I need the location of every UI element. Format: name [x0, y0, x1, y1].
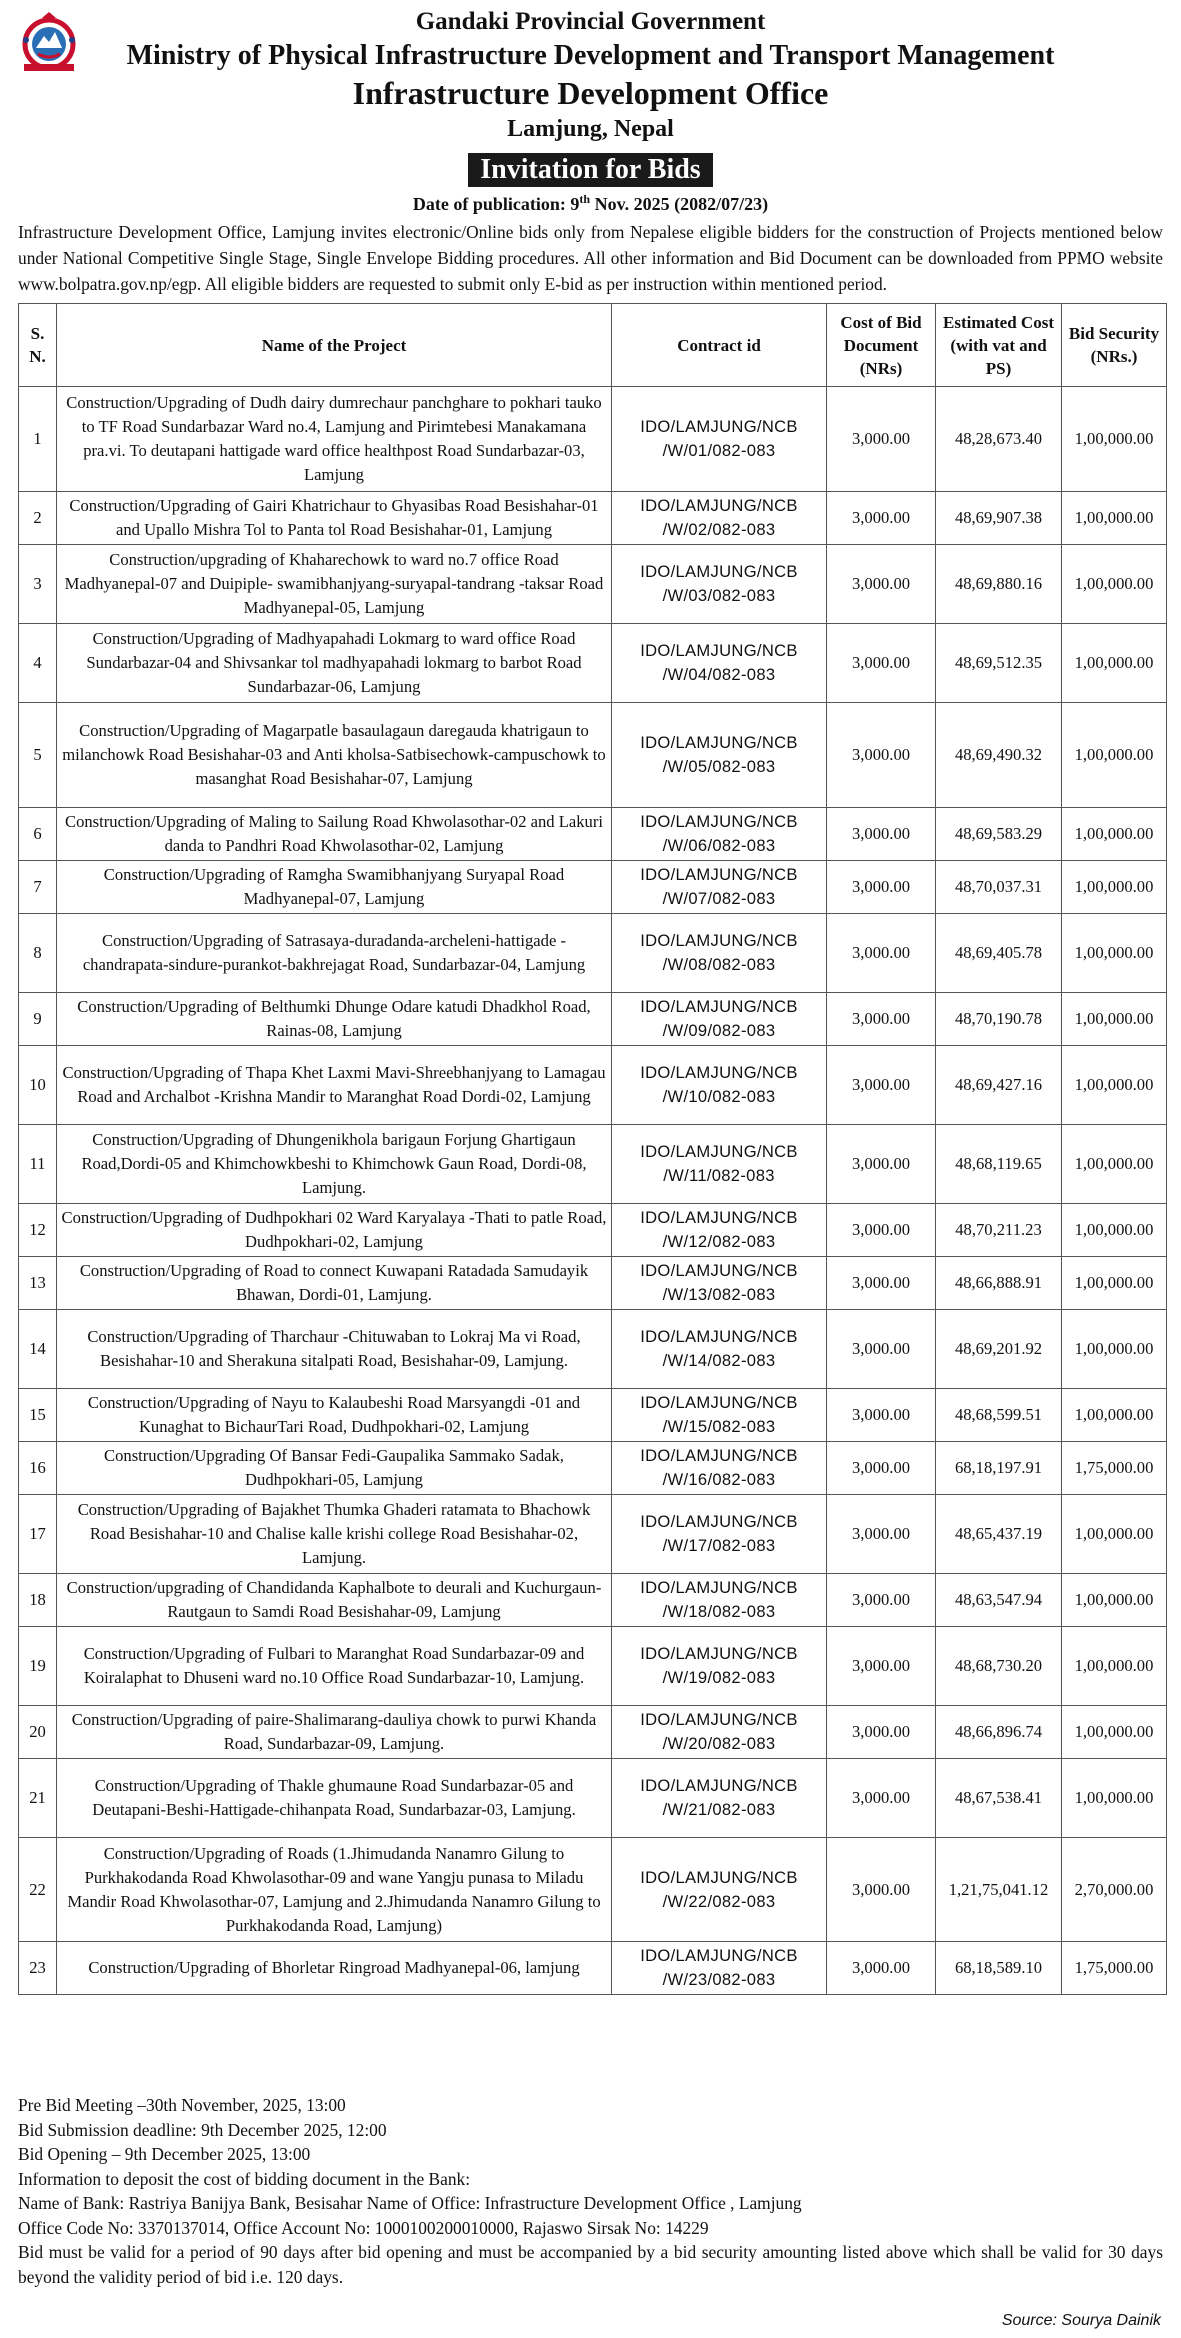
contract-id: IDO/LAMJUNG/NCB /W/20/082-083 [612, 1706, 827, 1759]
estimated-cost: 48,69,512.35 [936, 624, 1062, 703]
project-name: Construction/Upgrading of Dudhpokhari 02 Ward Karyalaya -Thati to patle Road, Dudhpokhari-02, Lamjung [57, 1204, 612, 1257]
bid-security: 2,70,000.00 [1062, 1838, 1167, 1942]
contract-id: IDO/LAMJUNG/NCB /W/06/082-083 [612, 808, 827, 861]
bank-info-heading: Information to deposit the cost of bidding document in the Bank: [18, 2168, 471, 2189]
project-name: Construction/Upgrading Of Bansar Fedi-Gaupalika Sammako Sadak, Dudhpokhari-05, Lamjung [57, 1442, 612, 1495]
header-bid-security: Bid Security (NRs.) [1062, 304, 1167, 387]
row-sn: 15 [19, 1389, 57, 1442]
bid-security: 1,75,000.00 [1062, 1942, 1167, 1995]
project-name: Construction/Upgrading of Ramgha Swamibhanjyang Suryapal Road Madhyanepal-07, Lamjung [57, 861, 612, 914]
bid-security: 1,75,000.00 [1062, 1442, 1167, 1495]
row-sn: 18 [19, 1574, 57, 1627]
contract-id: IDO/LAMJUNG/NCB /W/17/082-083 [612, 1495, 827, 1574]
contract-id: IDO/LAMJUNG/NCB /W/18/082-083 [612, 1574, 827, 1627]
header-doc-cost: Cost of Bid Document (NRs) [827, 304, 936, 387]
project-name: Construction/Upgrading of Gairi Khatrichaur to Ghyasibas Road Besishahar-01 and Upallo Mishra Tol to Panta tol Road Besishahar-01, Lamjung [57, 492, 612, 545]
doc-cost: 3,000.00 [827, 1495, 936, 1574]
estimated-cost: 48,65,437.19 [936, 1495, 1062, 1574]
office-name: Infrastructure Development Office [352, 75, 829, 111]
contract-id: IDO/LAMJUNG/NCB /W/03/082-083 [612, 545, 827, 624]
bid-security: 1,00,000.00 [1062, 1574, 1167, 1627]
bid-security: 1,00,000.00 [1062, 861, 1167, 914]
bid-security: 1,00,000.00 [1062, 624, 1167, 703]
doc-cost: 3,000.00 [827, 1574, 936, 1627]
row-sn: 5 [19, 703, 57, 808]
contract-id: IDO/LAMJUNG/NCB /W/04/082-083 [612, 624, 827, 703]
bid-security: 1,00,000.00 [1062, 1125, 1167, 1204]
row-sn: 9 [19, 993, 57, 1046]
contract-id: IDO/LAMJUNG/NCB /W/02/082-083 [612, 492, 827, 545]
table-row [19, 1942, 1167, 1995]
row-sn: 21 [19, 1759, 57, 1838]
doc-cost: 3,000.00 [827, 993, 936, 1046]
estimated-cost: 48,69,405.78 [936, 914, 1062, 993]
table-row [19, 387, 1167, 492]
row-sn: 19 [19, 1627, 57, 1706]
table-row [19, 1627, 1167, 1706]
table-row [19, 861, 1167, 914]
doc-cost: 3,000.00 [827, 1125, 936, 1204]
estimated-cost: 48,70,211.23 [936, 1204, 1062, 1257]
bid-security: 1,00,000.00 [1062, 993, 1167, 1046]
estimated-cost: 48,66,896.74 [936, 1706, 1062, 1759]
project-name: Construction/Upgrading of Bhorletar Ringroad Madhyanepal-06, lamjung [57, 1942, 612, 1995]
estimated-cost: 48,69,201.92 [936, 1310, 1062, 1389]
row-sn: 23 [19, 1942, 57, 1995]
row-sn: 7 [19, 861, 57, 914]
office-code-details: Office Code No: 3370137014, Office Account No: 1000100200010000, Rajaswo Sirsak No: 14229 [18, 2217, 709, 2238]
doc-cost: 3,000.00 [827, 1759, 936, 1838]
doc-cost: 3,000.00 [827, 1942, 936, 1995]
estimated-cost: 48,69,880.16 [936, 545, 1062, 624]
estimated-cost: 48,69,490.32 [936, 703, 1062, 808]
doc-cost: 3,000.00 [827, 1442, 936, 1495]
contract-id: IDO/LAMJUNG/NCB /W/22/082-083 [612, 1838, 827, 1942]
contract-id: IDO/LAMJUNG/NCB /W/15/082-083 [612, 1389, 827, 1442]
doc-cost: 3,000.00 [827, 861, 936, 914]
doc-cost: 3,000.00 [827, 1627, 936, 1706]
contract-id: IDO/LAMJUNG/NCB /W/07/082-083 [612, 861, 827, 914]
estimated-cost: 48,70,190.78 [936, 993, 1062, 1046]
header-sn: S. N. [19, 304, 57, 387]
table-row [19, 1759, 1167, 1838]
bid-security: 1,00,000.00 [1062, 1495, 1167, 1574]
doc-cost: 3,000.00 [827, 624, 936, 703]
project-name: Construction/upgrading of Chandidanda Kaphalbote to deurali and Kuchurgaun-Rautgaun to Samdi Road Besishahar-09, Lamjung [57, 1574, 612, 1627]
contract-id: IDO/LAMJUNG/NCB /W/21/082-083 [612, 1759, 827, 1838]
header-project-name: Name of the Project [57, 304, 612, 387]
project-name: Construction/Upgrading of Road to connect Kuwapani Ratadada Samudayik Bhawan, Dordi-01, Lamjung. [57, 1257, 612, 1310]
project-name: Construction/Upgrading of Maling to Sailung Road Khwolasothar-02 and Lakuri danda to Pandhri Road Khwolasothar-02, Lamjung [57, 808, 612, 861]
table-row [19, 1574, 1167, 1627]
source-credit: Source: Sourya Dainik [1001, 2312, 1161, 2329]
table-row [19, 914, 1167, 993]
doc-cost: 3,000.00 [827, 1204, 936, 1257]
table-row [19, 1046, 1167, 1125]
estimated-cost: 48,67,538.41 [936, 1759, 1062, 1838]
notice-title: Invitation for Bids [468, 153, 712, 187]
row-sn: 6 [19, 808, 57, 861]
table-row [19, 993, 1167, 1046]
notice-footer [18, 2093, 1163, 2289]
table-row [19, 1125, 1167, 1204]
estimated-cost: 48,69,907.38 [936, 492, 1062, 545]
estimated-cost: 48,66,888.91 [936, 1257, 1062, 1310]
project-name: Construction/upgrading of Khaharechowk to ward no.7 office Road Madhyanepal-07 and Duipiple- swamibhanjyang-suryapal-tandrang -taksar Road Madhyanepal-05, Lamjung [57, 545, 612, 624]
bid-security: 1,00,000.00 [1062, 387, 1167, 492]
project-name: Construction/Upgrading of Thapa Khet Laxmi Mavi-Shreebhanjyang to Lamagau Road and Archalbot -Krishna Mandir to Maranghat Road Dordi-02, Lamjung [57, 1046, 612, 1125]
table-row [19, 1204, 1167, 1257]
row-sn: 4 [19, 624, 57, 703]
doc-cost: 3,000.00 [827, 1706, 936, 1759]
table-row [19, 1838, 1167, 1942]
estimated-cost: 48,68,730.20 [936, 1627, 1062, 1706]
contract-id: IDO/LAMJUNG/NCB /W/01/082-083 [612, 387, 827, 492]
submission-deadline: Bid Submission deadline: 9th December 2025, 12:00 [18, 2119, 387, 2140]
contract-id: IDO/LAMJUNG/NCB /W/09/082-083 [612, 993, 827, 1046]
office-location: Lamjung, Nepal [507, 116, 674, 142]
contract-id: IDO/LAMJUNG/NCB /W/11/082-083 [612, 1125, 827, 1204]
estimated-cost: 1,21,75,041.12 [936, 1838, 1062, 1942]
row-sn: 14 [19, 1310, 57, 1389]
bid-opening: Bid Opening – 9th December 2025, 13:00 [18, 2144, 311, 2164]
contract-id: IDO/LAMJUNG/NCB /W/14/082-083 [612, 1310, 827, 1389]
bid-security: 1,00,000.00 [1062, 1204, 1167, 1257]
bid-security: 1,00,000.00 [1062, 1046, 1167, 1125]
table-row [19, 1442, 1167, 1495]
gov-name: Gandaki Provincial Government [415, 8, 766, 35]
table-row [19, 1257, 1167, 1310]
bid-table [18, 303, 1167, 1995]
contract-id: IDO/LAMJUNG/NCB /W/16/082-083 [612, 1442, 827, 1495]
header-contract-id: Contract id [612, 304, 827, 387]
intro-paragraph: Infrastructure Development Office, Lamjung invites electronic/Online bids only from Nepalese eligible bidders for the construction of Projects mentioned below under National Competitive Single Stage, Single Envelope Bidding procedures. All other information and Bid Document can be downloaded from PPMO website www.bolpatra.gov.np/egp. All eligible bidders are requested to submit only E-bid as per instruction within mentioned period. [18, 222, 1163, 294]
table-row [19, 703, 1167, 808]
table-row [19, 624, 1167, 703]
row-sn: 16 [19, 1442, 57, 1495]
pre-bid-meeting: Pre Bid Meeting –30th November, 2025, 13:00 [18, 2095, 346, 2115]
doc-cost: 3,000.00 [827, 492, 936, 545]
row-sn: 20 [19, 1706, 57, 1759]
doc-cost: 3,000.00 [827, 1389, 936, 1442]
contract-id: IDO/LAMJUNG/NCB /W/05/082-083 [612, 703, 827, 808]
project-name: Construction/Upgrading of paire-Shalimarang-dauliya chowk to purwi Khanda Road, Sundarbazar-09, Lamjung. [57, 1706, 612, 1759]
project-name: Construction/Upgrading of Bajakhet Thumka Ghaderi ratamata to Bhachowk Road Besishahar-10 and Chalise kalle krishi college Road Besishahar-02, Lamjung. [57, 1495, 612, 1574]
project-name: Construction/Upgrading of Satrasaya-duradanda-archeleni-hattigade -chandrapata-sindure-purankot-bakhrejagat Road, Sundarbazar-04, Lamjung [57, 914, 612, 993]
header-estimated-cost: Estimated Cost (with vat and PS) [936, 304, 1062, 387]
doc-cost: 3,000.00 [827, 1838, 936, 1942]
row-sn: 13 [19, 1257, 57, 1310]
table-row [19, 1495, 1167, 1574]
table-row [19, 492, 1167, 545]
doc-cost: 3,000.00 [827, 914, 936, 993]
estimated-cost: 48,68,119.65 [936, 1125, 1062, 1204]
project-name: Construction/Upgrading of Tharchaur -Chituwaban to Lokraj Ma vi Road, Besishahar-10 and Sherakuna sitalpati Road, Besishahar-09, Lamjung. [57, 1310, 612, 1389]
project-name: Construction/Upgrading of Roads (1.Jhimudanda Nanamro Gilung to Purkhakodanda Road Khwolasothar-09 and wane Yangju punasa to Miladu Mandir Road Khwolasothar-07, Lamjung and 2.Jhimudanda Nanamro Gilung to Purkhakodanda Road, Lamjung) [57, 1838, 612, 1942]
project-name: Construction/Upgrading of Nayu to Kalaubeshi Road Marsyangdi -01 and Kunaghat to BichaurTari Road, Dudhpokhari-02, Lamjung [57, 1389, 612, 1442]
bid-security: 1,00,000.00 [1062, 808, 1167, 861]
doc-cost: 3,000.00 [827, 808, 936, 861]
project-name: Construction/Upgrading of Fulbari to Maranghat Road Sundarbazar-09 and Koiralaphat to Dhuseni ward no.10 Office Road Sundarbazar-10, Lamjung. [57, 1627, 612, 1706]
bid-security: 1,00,000.00 [1062, 492, 1167, 545]
table-row [19, 1310, 1167, 1389]
project-name: Construction/Upgrading of Dhungenikhola barigaun Forjung Ghartigaun Road,Dordi-05 and Khimchowkbeshi to Khimchowk Gaun Road, Dordi-08, Lamjung. [57, 1125, 612, 1204]
row-sn: 3 [19, 545, 57, 624]
row-sn: 1 [19, 387, 57, 492]
contract-id: IDO/LAMJUNG/NCB /W/23/082-083 [612, 1942, 827, 1995]
project-name: Construction/Upgrading of Belthumki Dhunge Odare katudi Dhadkhol Road, Rainas-08, Lamjung [57, 993, 612, 1046]
bid-security: 1,00,000.00 [1062, 1257, 1167, 1310]
contract-id: IDO/LAMJUNG/NCB /W/13/082-083 [612, 1257, 827, 1310]
estimated-cost: 48,69,427.16 [936, 1046, 1062, 1125]
row-sn: 8 [19, 914, 57, 993]
row-sn: 12 [19, 1204, 57, 1257]
doc-cost: 3,000.00 [827, 1257, 936, 1310]
row-sn: 10 [19, 1046, 57, 1125]
project-name: Construction/Upgrading of Thakle ghumaune Road Sundarbazar-05 and Deutapani-Beshi-Hattigade-chihanpata Road, Sundarbazar-03, Lamjung. [57, 1759, 612, 1838]
bid-security: 1,00,000.00 [1062, 1759, 1167, 1838]
table-row [19, 1706, 1167, 1759]
bid-security: 1,00,000.00 [1062, 1310, 1167, 1389]
estimated-cost: 48,70,037.31 [936, 861, 1062, 914]
bid-security: 1,00,000.00 [1062, 545, 1167, 624]
table-row [19, 545, 1167, 624]
contract-id: IDO/LAMJUNG/NCB /W/19/082-083 [612, 1627, 827, 1706]
estimated-cost: 48,28,673.40 [936, 387, 1062, 492]
contract-id: IDO/LAMJUNG/NCB /W/08/082-083 [612, 914, 827, 993]
publication-date: Date of publication: 9th Nov. 2025 (2082/07/23) [412, 192, 769, 214]
doc-cost: 3,000.00 [827, 703, 936, 808]
project-name: Construction/Upgrading of Dudh dairy dumrechaur panchghare to pokhari tauko to TF Road Sundarbazar Ward no.4, Lamjung and Pirimtebesi Manakamana pra.vi. To deutapani hattigade ward office healthpost Road Sundarbazar-03, Lamjung [57, 387, 612, 492]
estimated-cost: 68,18,589.10 [936, 1942, 1062, 1995]
table-row [19, 808, 1167, 861]
table-row [19, 1389, 1167, 1442]
bank-details: Name of Bank: Rastriya Banijya Bank, Besisahar Name of Office: Infrastructure Development Office , Lamjung [18, 2193, 802, 2213]
contract-id: IDO/LAMJUNG/NCB /W/12/082-083 [612, 1204, 827, 1257]
project-name: Construction/Upgrading of Madhyapahadi Lokmarg to ward office Road Sundarbazar-04 and Shivsankar tol madhyapahadi lokmarg to barbot Road Sundarbazar-06, Lamjung [57, 624, 612, 703]
doc-cost: 3,000.00 [827, 387, 936, 492]
estimated-cost: 48,69,583.29 [936, 808, 1062, 861]
estimated-cost: 48,68,599.51 [936, 1389, 1062, 1442]
bid-security: 1,00,000.00 [1062, 1389, 1167, 1442]
bid-security: 1,00,000.00 [1062, 914, 1167, 993]
project-name: Construction/Upgrading of Magarpatle basaulagaun daregauda khatrigaun to milanchowk Road Besishahar-03 and Anti kholsa-Satbisechowk-campuschowk to masanghat Road Besishahar-07, Lamjung [57, 703, 612, 808]
doc-cost: 3,000.00 [827, 545, 936, 624]
row-sn: 17 [19, 1495, 57, 1574]
contract-id: IDO/LAMJUNG/NCB /W/10/082-083 [612, 1046, 827, 1125]
row-sn: 2 [19, 492, 57, 545]
bid-security: 1,00,000.00 [1062, 703, 1167, 808]
ministry-name: Ministry of Physical Infrastructure Development and Transport Management [126, 40, 1055, 71]
bid-security: 1,00,000.00 [1062, 1706, 1167, 1759]
row-sn: 11 [19, 1125, 57, 1204]
row-sn: 22 [19, 1838, 57, 1942]
estimated-cost: 68,18,197.91 [936, 1442, 1062, 1495]
estimated-cost: 48,63,547.94 [936, 1574, 1062, 1627]
doc-cost: 3,000.00 [827, 1046, 936, 1125]
doc-cost: 3,000.00 [827, 1310, 936, 1389]
bid-validity: Bid must be valid for a period of 90 days after bid opening and must be accompanied by a bid security amounting listed above which shall be valid for 30 days beyond the validity period of bid i.e. 120 days. [18, 2242, 1163, 2287]
bid-security: 1,00,000.00 [1062, 1627, 1167, 1706]
